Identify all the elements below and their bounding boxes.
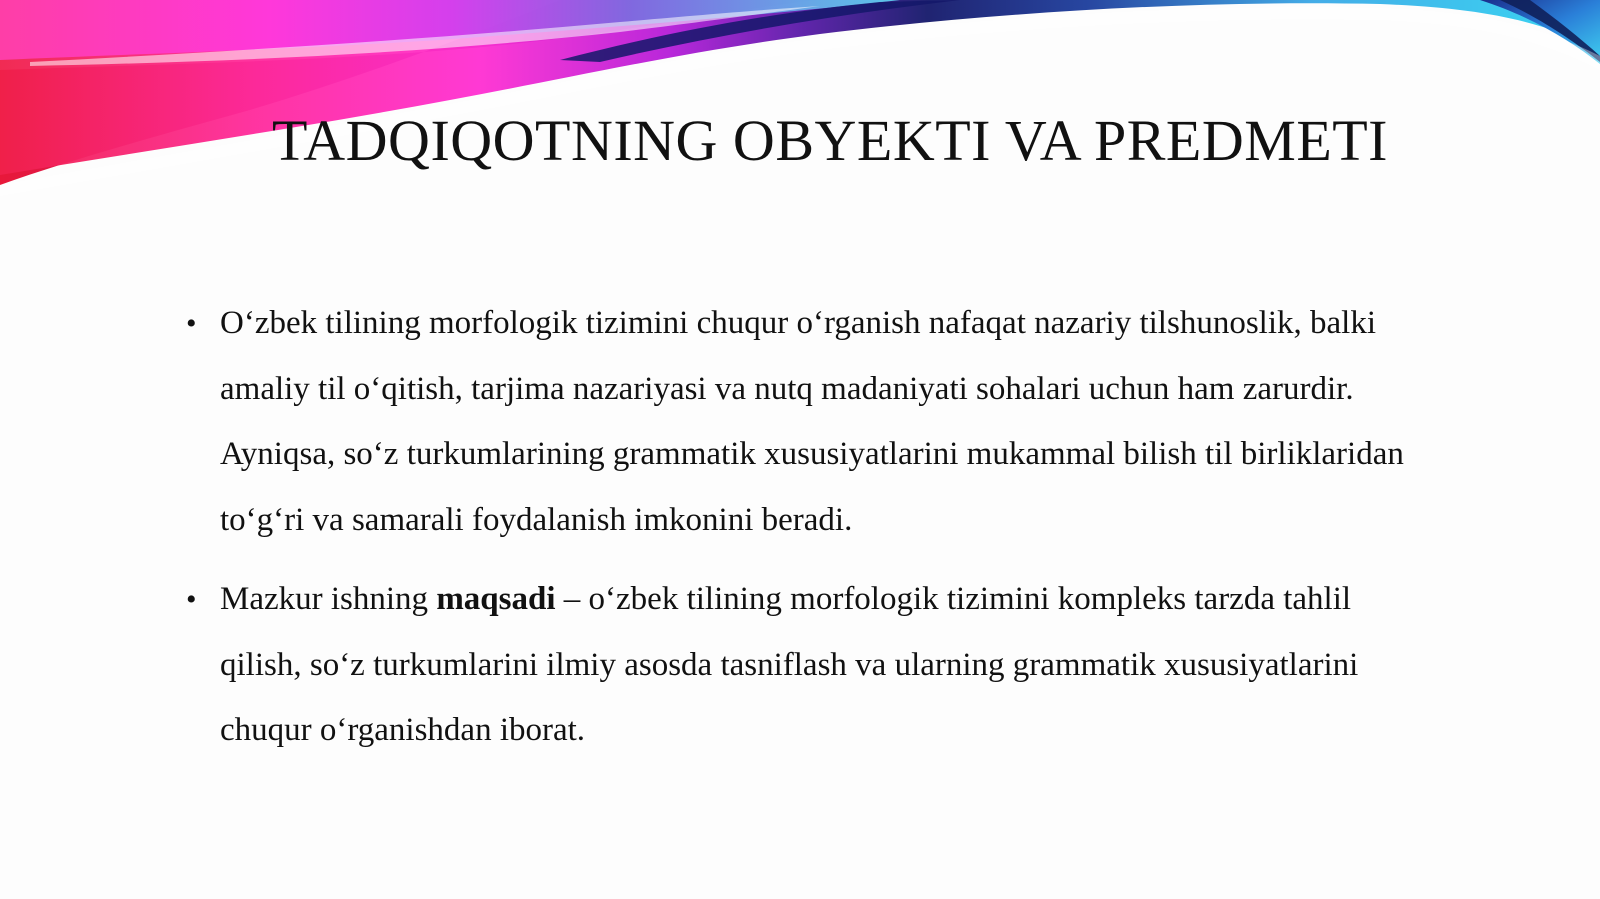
- bullet-text-2-bold: maqsadi: [436, 581, 556, 617]
- bullet-list: [186, 291, 1406, 778]
- bullet-item-2: [186, 567, 1406, 764]
- bullet-text-2-before: Mazkur ishning: [220, 581, 437, 617]
- bullet-marker: •: [186, 583, 197, 616]
- bullet-text-2-after: – o‘zbek tilining morfologik tizimini kompleks tarzda tahlil qilish, so‘z turkumlarini ilmiy asosda tasniflash va ularning grammatik xususiyatlarini chuqur o‘rganishdan iborat.: [220, 581, 1359, 748]
- bullet-item-1: [186, 291, 1406, 553]
- bullet-marker: •: [186, 307, 197, 340]
- slide-title: TADQIQOTNING OBYEKTI VA PREDMETI: [272, 108, 1388, 173]
- bullet-text-2: [220, 581, 1358, 748]
- bullet-text-1: O‘zbek tilining morfologik tizimini chuqur o‘rganish nafaqat nazariy tilshunoslik, balki amaliy til o‘qitish, tarjima nazariyasi va nutq madaniyati sohalari uchun ham zarurdir. Ayniqsa, so‘z turkumlarining grammatik xususiyatlarini mukammal bilish til birliklaridan to‘g‘ri va samarali foydalanish imkonini beradi.: [220, 305, 1404, 538]
